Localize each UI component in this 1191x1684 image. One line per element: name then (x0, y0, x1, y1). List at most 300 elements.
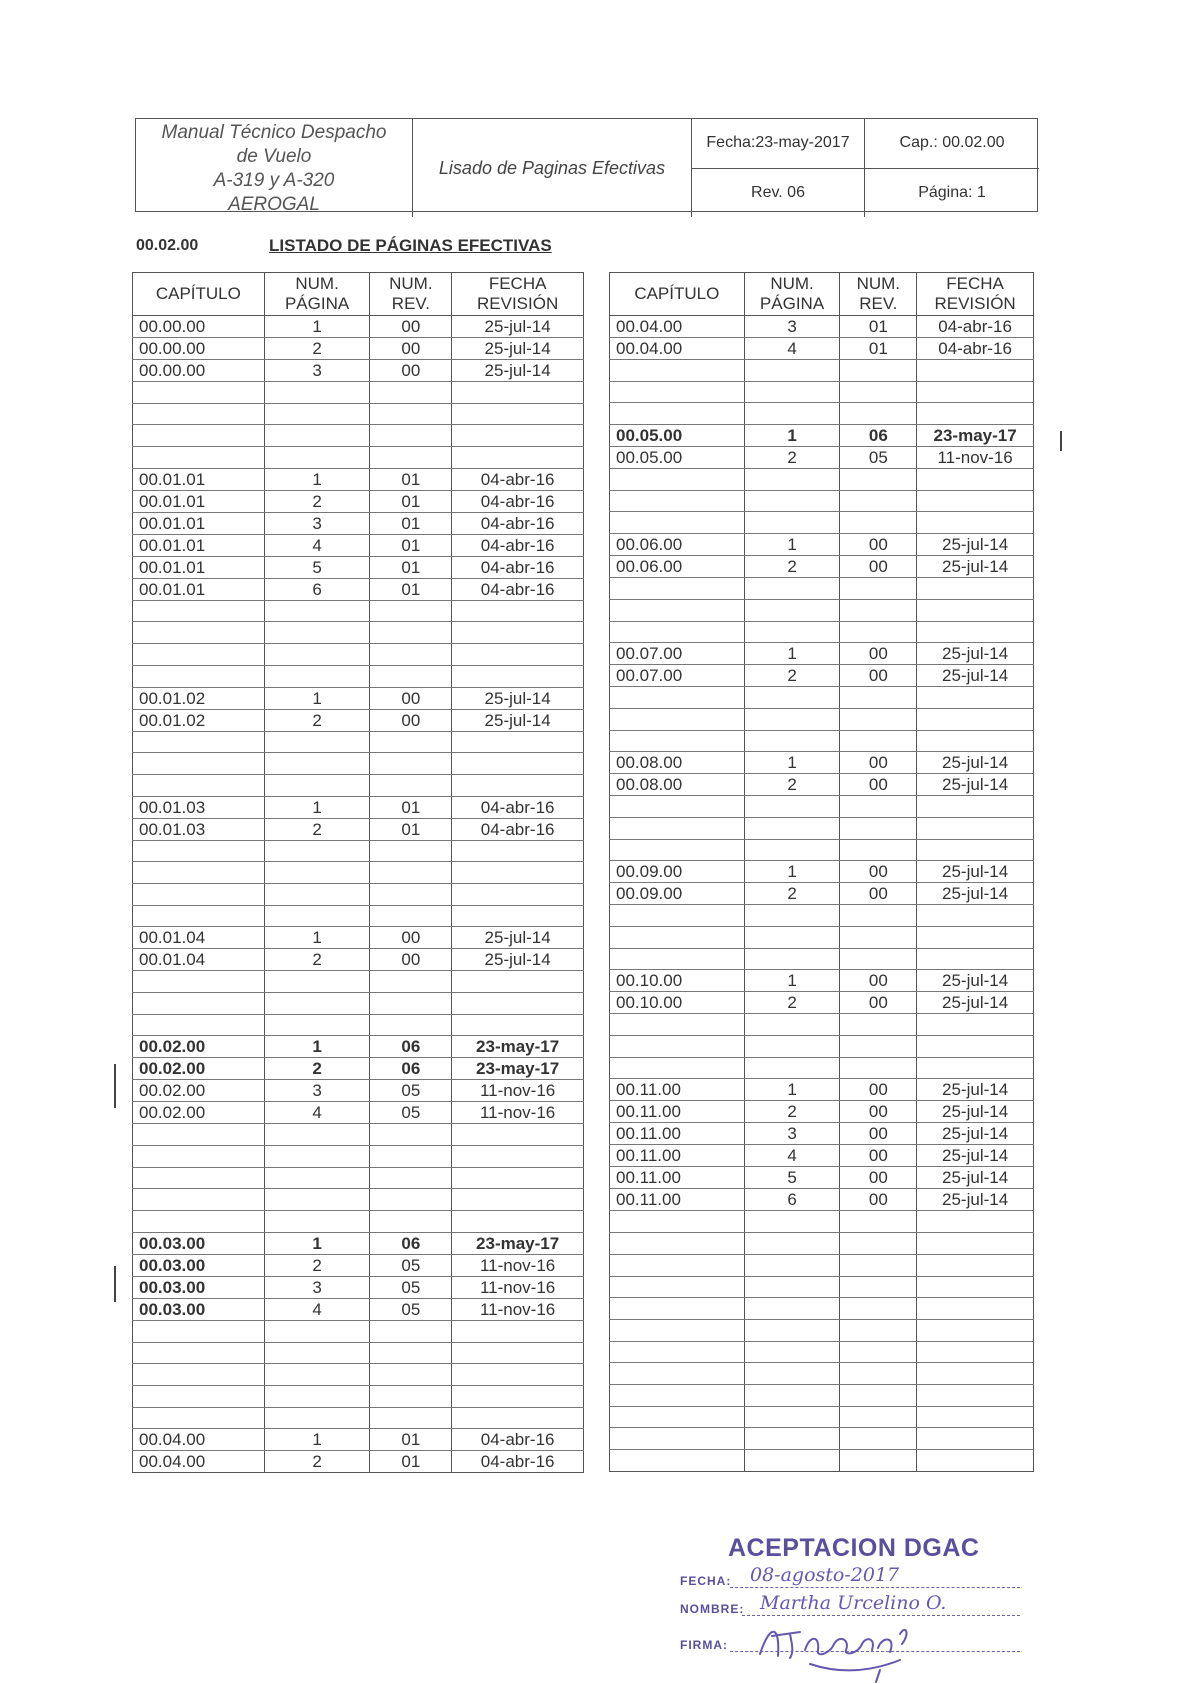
cell-num-rev (370, 1014, 452, 1036)
cell-num-rev (840, 1254, 917, 1276)
change-bar (114, 1064, 116, 1108)
cell-num-rev: 05 (370, 1298, 452, 1320)
cell-capitulo (133, 993, 265, 1015)
cell-fecha-revision: 25-jul-14 (452, 687, 584, 709)
cell-num-pagina (744, 1276, 840, 1298)
cell-fecha-revision (917, 1254, 1034, 1276)
cell-fecha-revision (452, 993, 584, 1015)
cell-fecha-revision (917, 817, 1034, 839)
cell-num-rev (840, 927, 917, 949)
cell-fecha-revision: 11-nov-16 (917, 447, 1034, 469)
cell-num-rev: 00 (370, 338, 452, 360)
table-row (133, 905, 584, 927)
cell-num-pagina (744, 1211, 840, 1233)
cell-fecha-revision: 25-jul-14 (917, 970, 1034, 992)
cell-capitulo: 00.10.00 (610, 992, 745, 1014)
cell-num-pagina: 1 (264, 1232, 370, 1254)
cell-num-rev (840, 621, 917, 643)
cell-num-pagina: 2 (264, 1254, 370, 1276)
cell-num-pagina (264, 1211, 370, 1233)
cell-num-pagina: 4 (264, 1102, 370, 1124)
cell-num-pagina: 3 (264, 360, 370, 382)
cell-fecha-revision: 11-nov-16 (452, 1080, 584, 1102)
cell-num-rev: 00 (840, 1145, 917, 1167)
cell-capitulo: 00.01.04 (133, 927, 265, 949)
cell-num-rev: 05 (370, 1254, 452, 1276)
cell-num-rev (840, 360, 917, 382)
cell-fecha-revision (917, 360, 1034, 382)
cell-capitulo: 00.01.01 (133, 578, 265, 600)
cell-fecha-revision (452, 731, 584, 753)
cell-fecha-revision (917, 1298, 1034, 1320)
table-row (133, 1014, 584, 1036)
cell-capitulo (133, 403, 265, 425)
cell-num-pagina (744, 360, 840, 382)
table-row (133, 687, 584, 709)
cell-capitulo (133, 840, 265, 862)
col-fecha-revision: FECHA REVISIÓN (917, 273, 1034, 316)
cell-num-pagina (744, 839, 840, 861)
cell-capitulo: 00.04.00 (610, 338, 745, 360)
cell-fecha-revision (917, 512, 1034, 534)
cell-capitulo (133, 665, 265, 687)
cell-fecha-revision (452, 447, 584, 469)
cell-capitulo: 00.10.00 (610, 970, 745, 992)
manual-title (136, 119, 413, 217)
stamp-title: ACEPTACION DGAC (728, 1534, 980, 1562)
cell-capitulo: 00.03.00 (133, 1254, 265, 1276)
cell-num-rev (840, 1057, 917, 1079)
cell-num-rev: 00 (840, 992, 917, 1014)
cell-num-pagina (744, 905, 840, 927)
cell-capitulo: 00.02.00 (133, 1102, 265, 1124)
cell-capitulo: 00.11.00 (610, 1145, 745, 1167)
cell-num-rev (370, 993, 452, 1015)
cell-num-pagina: 6 (264, 578, 370, 600)
cell-num-pagina (744, 599, 840, 621)
cell-capitulo: 00.01.01 (133, 556, 265, 578)
cell-num-rev: 05 (370, 1102, 452, 1124)
table-row (133, 665, 584, 687)
cell-fecha-revision (452, 753, 584, 775)
table-row (610, 1101, 1034, 1123)
table-row (133, 556, 584, 578)
table-row (610, 861, 1034, 883)
cell-fecha-revision: 25-jul-14 (452, 927, 584, 949)
table-row (133, 1342, 584, 1364)
cell-num-pagina (264, 600, 370, 622)
cell-num-pagina (264, 1124, 370, 1146)
cell-num-pagina: 2 (744, 774, 840, 796)
table-row (610, 1145, 1034, 1167)
cell-fecha-revision (917, 687, 1034, 709)
cell-num-pagina (744, 1384, 840, 1406)
signature-icon (750, 1614, 930, 1684)
cell-fecha-revision (452, 1364, 584, 1386)
cell-fecha-revision: 25-jul-14 (917, 665, 1034, 687)
table-row (133, 971, 584, 993)
header-cap: Cap.: 00.02.00 (865, 119, 1039, 169)
table-row (133, 949, 584, 971)
cell-num-pagina: 2 (264, 709, 370, 731)
cell-capitulo (610, 469, 745, 491)
cell-capitulo (133, 1167, 265, 1189)
cell-fecha-revision (452, 382, 584, 404)
table-row (610, 1384, 1034, 1406)
table-row (133, 840, 584, 862)
table-row (610, 1079, 1034, 1101)
cell-fecha-revision: 25-jul-14 (917, 1123, 1034, 1145)
cell-num-rev: 00 (840, 1101, 917, 1123)
cell-num-pagina: 1 (744, 970, 840, 992)
table-row (133, 1429, 584, 1451)
cell-num-rev: 00 (840, 1079, 917, 1101)
cell-num-rev: 00 (370, 316, 452, 338)
cell-capitulo (610, 796, 745, 818)
cell-fecha-revision (917, 1406, 1034, 1428)
cell-num-pagina (744, 1233, 840, 1255)
table-row (610, 1319, 1034, 1341)
cell-fecha-revision (452, 403, 584, 425)
cell-num-rev: 00 (840, 861, 917, 883)
cell-num-pagina (264, 1385, 370, 1407)
cell-fecha-revision: 11-nov-16 (452, 1102, 584, 1124)
cell-capitulo (133, 905, 265, 927)
cell-capitulo: 00.11.00 (610, 1167, 745, 1189)
cell-num-rev: 01 (370, 818, 452, 840)
cell-capitulo: 00.02.00 (133, 1058, 265, 1080)
table-row (610, 643, 1034, 665)
cell-capitulo (610, 1341, 745, 1363)
cell-num-rev: 00 (840, 752, 917, 774)
cell-num-rev (840, 512, 917, 534)
cell-num-pagina: 1 (264, 927, 370, 949)
cell-num-rev (370, 1364, 452, 1386)
cell-num-pagina: 1 (264, 1036, 370, 1058)
cell-capitulo: 00.01.03 (133, 796, 265, 818)
cell-num-rev (370, 753, 452, 775)
cell-num-rev: 00 (840, 643, 917, 665)
table-row (610, 1233, 1034, 1255)
cell-num-rev (370, 862, 452, 884)
table-row (610, 883, 1034, 905)
cell-capitulo (610, 360, 745, 382)
cell-fecha-revision: 04-abr-16 (452, 534, 584, 556)
cell-num-pagina: 5 (264, 556, 370, 578)
stamp-fecha-label: FECHA: (680, 1574, 732, 1588)
cell-capitulo (133, 1211, 265, 1233)
cell-num-pagina (264, 862, 370, 884)
cell-num-pagina: 1 (744, 643, 840, 665)
cell-num-pagina: 2 (744, 556, 840, 578)
table-row (610, 905, 1034, 927)
cell-fecha-revision: 04-abr-16 (452, 578, 584, 600)
cell-num-rev (840, 578, 917, 600)
cell-num-pagina (264, 447, 370, 469)
cell-num-pagina (744, 381, 840, 403)
cell-capitulo: 00.01.01 (133, 468, 265, 490)
cell-num-rev (370, 382, 452, 404)
cell-fecha-revision: 04-abr-16 (917, 316, 1034, 338)
cell-num-pagina: 2 (744, 883, 840, 905)
cell-fecha-revision: 04-abr-16 (917, 338, 1034, 360)
cell-fecha-revision: 25-jul-14 (917, 774, 1034, 796)
cell-capitulo: 00.02.00 (133, 1036, 265, 1058)
cell-num-rev: 00 (840, 665, 917, 687)
cell-fecha-revision: 25-jul-14 (452, 360, 584, 382)
cell-capitulo: 00.01.01 (133, 534, 265, 556)
cell-fecha-revision (452, 1146, 584, 1168)
table-row (133, 360, 584, 382)
cell-num-pagina: 4 (744, 1145, 840, 1167)
table-row (610, 1450, 1034, 1472)
cell-fecha-revision (917, 469, 1034, 491)
cell-num-pagina: 4 (264, 534, 370, 556)
cell-num-pagina: 2 (264, 818, 370, 840)
cell-fecha-revision: 25-jul-14 (917, 992, 1034, 1014)
cell-fecha-revision (452, 1014, 584, 1036)
cell-capitulo (133, 1189, 265, 1211)
table-row (610, 1057, 1034, 1079)
cell-fecha-revision (917, 1276, 1034, 1298)
cell-num-rev (370, 1320, 452, 1342)
date-rev-cell (692, 119, 865, 217)
table-row (610, 447, 1034, 469)
table-row (133, 622, 584, 644)
cell-num-rev: 00 (840, 883, 917, 905)
cell-num-rev: 01 (370, 468, 452, 490)
cell-capitulo (133, 644, 265, 666)
cell-capitulo: 00.09.00 (610, 861, 745, 883)
cell-num-rev (840, 1036, 917, 1058)
cell-capitulo: 00.04.00 (133, 1429, 265, 1451)
cell-num-pagina (264, 753, 370, 775)
cell-fecha-revision (917, 708, 1034, 730)
table-row (133, 382, 584, 404)
cell-num-pagina (264, 731, 370, 753)
cell-num-pagina (744, 1298, 840, 1320)
cell-fecha-revision (452, 1211, 584, 1233)
table-row (610, 927, 1034, 949)
cell-num-rev: 01 (370, 578, 452, 600)
cell-num-pagina (744, 469, 840, 491)
cell-num-rev (370, 1189, 452, 1211)
cell-num-pagina: 2 (264, 1451, 370, 1473)
table-row (610, 1036, 1034, 1058)
cell-capitulo (610, 817, 745, 839)
cell-fecha-revision (917, 490, 1034, 512)
cell-fecha-revision: 04-abr-16 (452, 818, 584, 840)
cell-fecha-revision: 04-abr-16 (452, 468, 584, 490)
cell-fecha-revision (452, 1189, 584, 1211)
table-row (133, 927, 584, 949)
cell-capitulo (610, 1276, 745, 1298)
cell-fecha-revision (917, 1233, 1034, 1255)
cell-num-pagina (744, 927, 840, 949)
header-fecha: Fecha:23-may-2017 (692, 119, 864, 169)
cell-capitulo (610, 599, 745, 621)
cell-num-rev: 01 (840, 316, 917, 338)
cell-capitulo (610, 1233, 745, 1255)
cell-num-rev: 01 (370, 1429, 452, 1451)
cell-fecha-revision: 11-nov-16 (452, 1254, 584, 1276)
table-row (133, 993, 584, 1015)
manual-title-line: de Vuelo (236, 146, 312, 167)
cell-capitulo (610, 1384, 745, 1406)
cell-capitulo: 00.00.00 (133, 316, 265, 338)
table-row (610, 469, 1034, 491)
cell-num-rev (840, 381, 917, 403)
cell-num-rev (840, 403, 917, 425)
cell-num-pagina: 1 (264, 316, 370, 338)
cell-num-rev: 00 (370, 949, 452, 971)
cell-num-rev (370, 905, 452, 927)
document-subtitle: Lisado de Paginas Efectivas (413, 119, 692, 217)
cell-num-pagina (264, 1364, 370, 1386)
cell-num-pagina: 4 (744, 338, 840, 360)
table-row (610, 730, 1034, 752)
table-row (133, 1036, 584, 1058)
table-row (610, 970, 1034, 992)
cell-fecha-revision (917, 1319, 1034, 1341)
stamp-firma-label: FIRMA: (680, 1638, 728, 1652)
table-row (133, 512, 584, 534)
col-capitulo: CAPÍTULO (133, 273, 265, 316)
effective-pages-table-right (609, 272, 1034, 1472)
cell-num-pagina (264, 403, 370, 425)
section-code: 00.02.00 (136, 237, 199, 254)
cell-num-pagina: 3 (744, 1123, 840, 1145)
section-title: LISTADO DE PÁGINAS EFECTIVAS (269, 236, 552, 255)
table-row (133, 1451, 584, 1473)
cell-fecha-revision (917, 599, 1034, 621)
cell-num-pagina (744, 1254, 840, 1276)
cell-capitulo: 00.08.00 (610, 752, 745, 774)
cell-num-rev (370, 1385, 452, 1407)
header-pagina: Página: 1 (918, 183, 986, 201)
cell-capitulo: 00.04.00 (610, 316, 745, 338)
cell-num-pagina: 4 (264, 1298, 370, 1320)
cell-fecha-revision: 04-abr-16 (452, 490, 584, 512)
cell-fecha-revision (452, 774, 584, 796)
cell-fecha-revision (917, 948, 1034, 970)
table-row (133, 862, 584, 884)
cell-num-rev (370, 665, 452, 687)
cell-num-pagina: 2 (744, 1101, 840, 1123)
cell-num-rev (370, 425, 452, 447)
cell-capitulo (133, 883, 265, 905)
cell-num-rev (840, 1014, 917, 1036)
cell-num-rev (370, 774, 452, 796)
cell-fecha-revision: 04-abr-16 (452, 1451, 584, 1473)
cell-num-rev: 00 (370, 360, 452, 382)
table-row (133, 1167, 584, 1189)
cell-num-rev (840, 730, 917, 752)
cell-capitulo: 00.11.00 (610, 1101, 745, 1123)
cell-capitulo (610, 1014, 745, 1036)
cell-fecha-revision (917, 839, 1034, 861)
cell-fecha-revision (452, 425, 584, 447)
cell-num-rev (840, 1233, 917, 1255)
cell-capitulo: 00.01.02 (133, 687, 265, 709)
table-row (610, 534, 1034, 556)
cell-num-pagina (744, 1319, 840, 1341)
cell-fecha-revision: 25-jul-14 (917, 861, 1034, 883)
table-row (133, 1146, 584, 1168)
table-row (610, 1254, 1034, 1276)
table-row (610, 556, 1034, 578)
cell-capitulo: 00.03.00 (133, 1232, 265, 1254)
cell-fecha-revision (452, 905, 584, 927)
cell-fecha-revision: 11-nov-16 (452, 1298, 584, 1320)
cell-capitulo (610, 948, 745, 970)
cell-capitulo: 00.00.00 (133, 360, 265, 382)
cell-capitulo (133, 600, 265, 622)
cell-capitulo: 00.01.02 (133, 709, 265, 731)
cell-fecha-revision: 25-jul-14 (917, 1145, 1034, 1167)
cell-num-pagina (744, 796, 840, 818)
cell-capitulo (133, 1146, 265, 1168)
cell-num-pagina: 2 (744, 665, 840, 687)
document-header (135, 118, 1038, 215)
cell-fecha-revision (452, 971, 584, 993)
cell-num-rev (370, 731, 452, 753)
stamp-fecha-row (680, 1564, 1020, 1590)
table-row (610, 1211, 1034, 1233)
cell-capitulo (610, 1319, 745, 1341)
cell-num-rev: 01 (370, 1451, 452, 1473)
cell-fecha-revision (452, 883, 584, 905)
cell-num-pagina: 2 (264, 490, 370, 512)
cell-num-pagina: 2 (264, 1058, 370, 1080)
cell-fecha-revision: 25-jul-14 (917, 883, 1034, 905)
manual-title-line: Manual Técnico Despacho (161, 122, 387, 143)
cell-num-rev (370, 1407, 452, 1429)
cell-fecha-revision (452, 1167, 584, 1189)
cell-capitulo (133, 447, 265, 469)
cell-num-pagina (264, 774, 370, 796)
cell-num-pagina: 1 (744, 861, 840, 883)
cell-num-rev: 00 (840, 774, 917, 796)
cell-num-pagina (264, 1189, 370, 1211)
cell-num-rev: 06 (370, 1058, 452, 1080)
cell-num-rev (370, 644, 452, 666)
cell-fecha-revision: 25-jul-14 (917, 643, 1034, 665)
table-row (610, 1298, 1034, 1320)
cell-num-rev (840, 469, 917, 491)
table-header-row (610, 273, 1034, 316)
table-row (610, 1406, 1034, 1428)
stamp-nombre-label: NOMBRE: (680, 1602, 745, 1616)
cell-capitulo (610, 1057, 745, 1079)
cell-capitulo: 00.01.01 (133, 512, 265, 534)
cell-capitulo (133, 1124, 265, 1146)
table-row (610, 599, 1034, 621)
cell-fecha-revision: 11-nov-16 (452, 1276, 584, 1298)
cell-num-rev (840, 1450, 917, 1472)
table-row (133, 1189, 584, 1211)
cell-num-pagina (264, 993, 370, 1015)
cell-fecha-revision (452, 665, 584, 687)
cell-num-rev: 05 (370, 1276, 452, 1298)
cell-num-rev (370, 1342, 452, 1364)
cell-num-pagina (264, 1320, 370, 1342)
cell-fecha-revision (917, 905, 1034, 927)
cell-num-pagina (744, 1341, 840, 1363)
cell-num-pagina (744, 948, 840, 970)
table-row (610, 687, 1034, 709)
cell-num-rev (370, 1211, 452, 1233)
